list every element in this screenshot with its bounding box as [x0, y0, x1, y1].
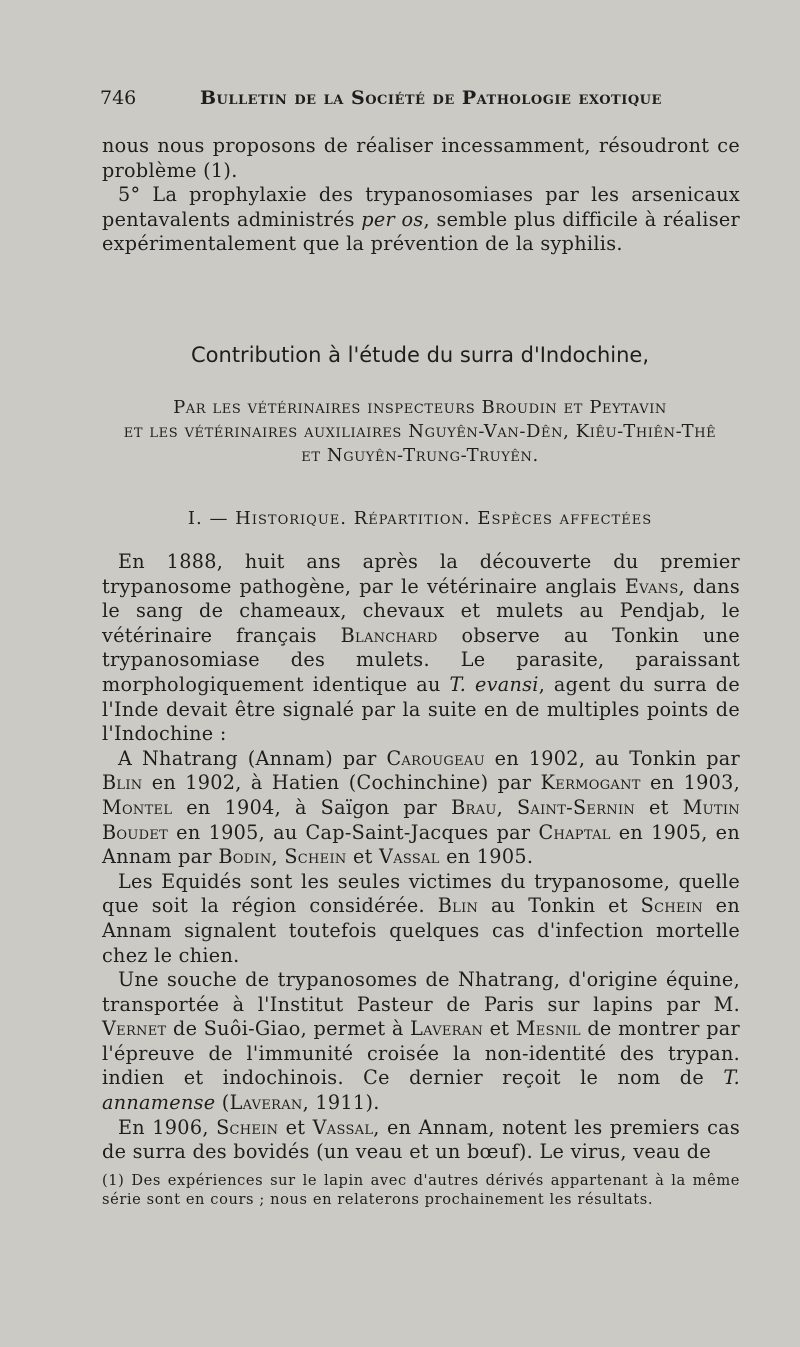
page-number: 746	[100, 87, 137, 109]
section-title: I. — Historique. Répartition. Espèces affectées	[187, 508, 653, 529]
intro-paragraph-2: 5° La prophylaxie des trypanosomiases par les arsenicaux pentavalents administrés per os, semble plus difficile à réaliser expérimentalement que la prévention de la syphilis.	[102, 183, 740, 256]
authors-line-1: Par les vétérinaires inspecteurs Broudin et Peytavin	[173, 397, 667, 418]
body-paragraph-5: En 1906, Schein et Vassal, en Annam, notent les premiers cas de surra des bovidés (un veau et un bœuf). Le virus, veau de	[102, 1115, 740, 1164]
article-title: Contribution à l'étude du surra d'Indochine,	[191, 343, 649, 367]
body-paragraph-2: A Nhatrang (Annam) par Carougeau en 1902, au Tonkin par Blin en 1902, à Hatien (Cochinchine) par Kermogant en 1903, Montel en 1904, à Saïgon par Brau, Saint-Sernin et Mutin Boudet en 1905, au Cap-Saint-Jacques par Chaptal en 1905, en Annam par Bodin, Schein et Vassal en 1905.	[102, 746, 741, 869]
body-paragraph-1: En 1888, huit ans après la découverte du premier trypanosome pathogène, par le vétérinaire anglais Evans, dans le sang de chameaux, chevaux et mulets au Pendjab, le vétérinaire français Blanchard observe au Tonkin une trypanosomiase des mulets. Le parasite, paraissant morphologiquement identique au T. evansi, agent du surra de l'Inde devait être signalé par la suite en de multiples points de l'Indochine :	[102, 550, 740, 746]
intro-paragraph-1: nous nous proposons de réaliser incessamment, résoudront ce problème (1).	[102, 134, 740, 182]
authors-line-2: et les vétérinaires auxiliaires Nguyên-Van-Dên, Kiêu-Thiên-Thê	[123, 421, 717, 442]
authors-line-3: et Nguyên-Trung-Truyên.	[301, 445, 539, 466]
body-text	[102, 550, 740, 1165]
body-paragraph-4: Une souche de trypanosomes de Nhatrang, d'origine équine, transportée à l'Institut Pasteur de Paris sur lapins par M. Vernet de Suôi-Giao, permet à Laveran et Mesnil de montrer par l'épreuve de l'immunité croisée la non-identité des trypan. indien et indochinois. Ce dernier reçoit le nom de T. annamense (Laveran, 1911).	[102, 968, 741, 1115]
body-paragraph-3: Les Equidés sont les seules victimes du trypanosome, quelle que soit la région considérée. Blin au Tonkin et Schein en Annam signalent toutefois quelques cas d'infection mortelle chez le chien.	[102, 869, 740, 967]
intro-text	[102, 134, 740, 257]
footnote: (1) Des expériences sur le lapin avec d'autres dérivés appartenant à la même série sont en cours ; nous en relaterons prochainement les résultats.	[102, 1172, 740, 1208]
article-authors	[100, 396, 740, 468]
running-title: Bulletin de la Société de Pathologie exotique	[200, 87, 662, 109]
